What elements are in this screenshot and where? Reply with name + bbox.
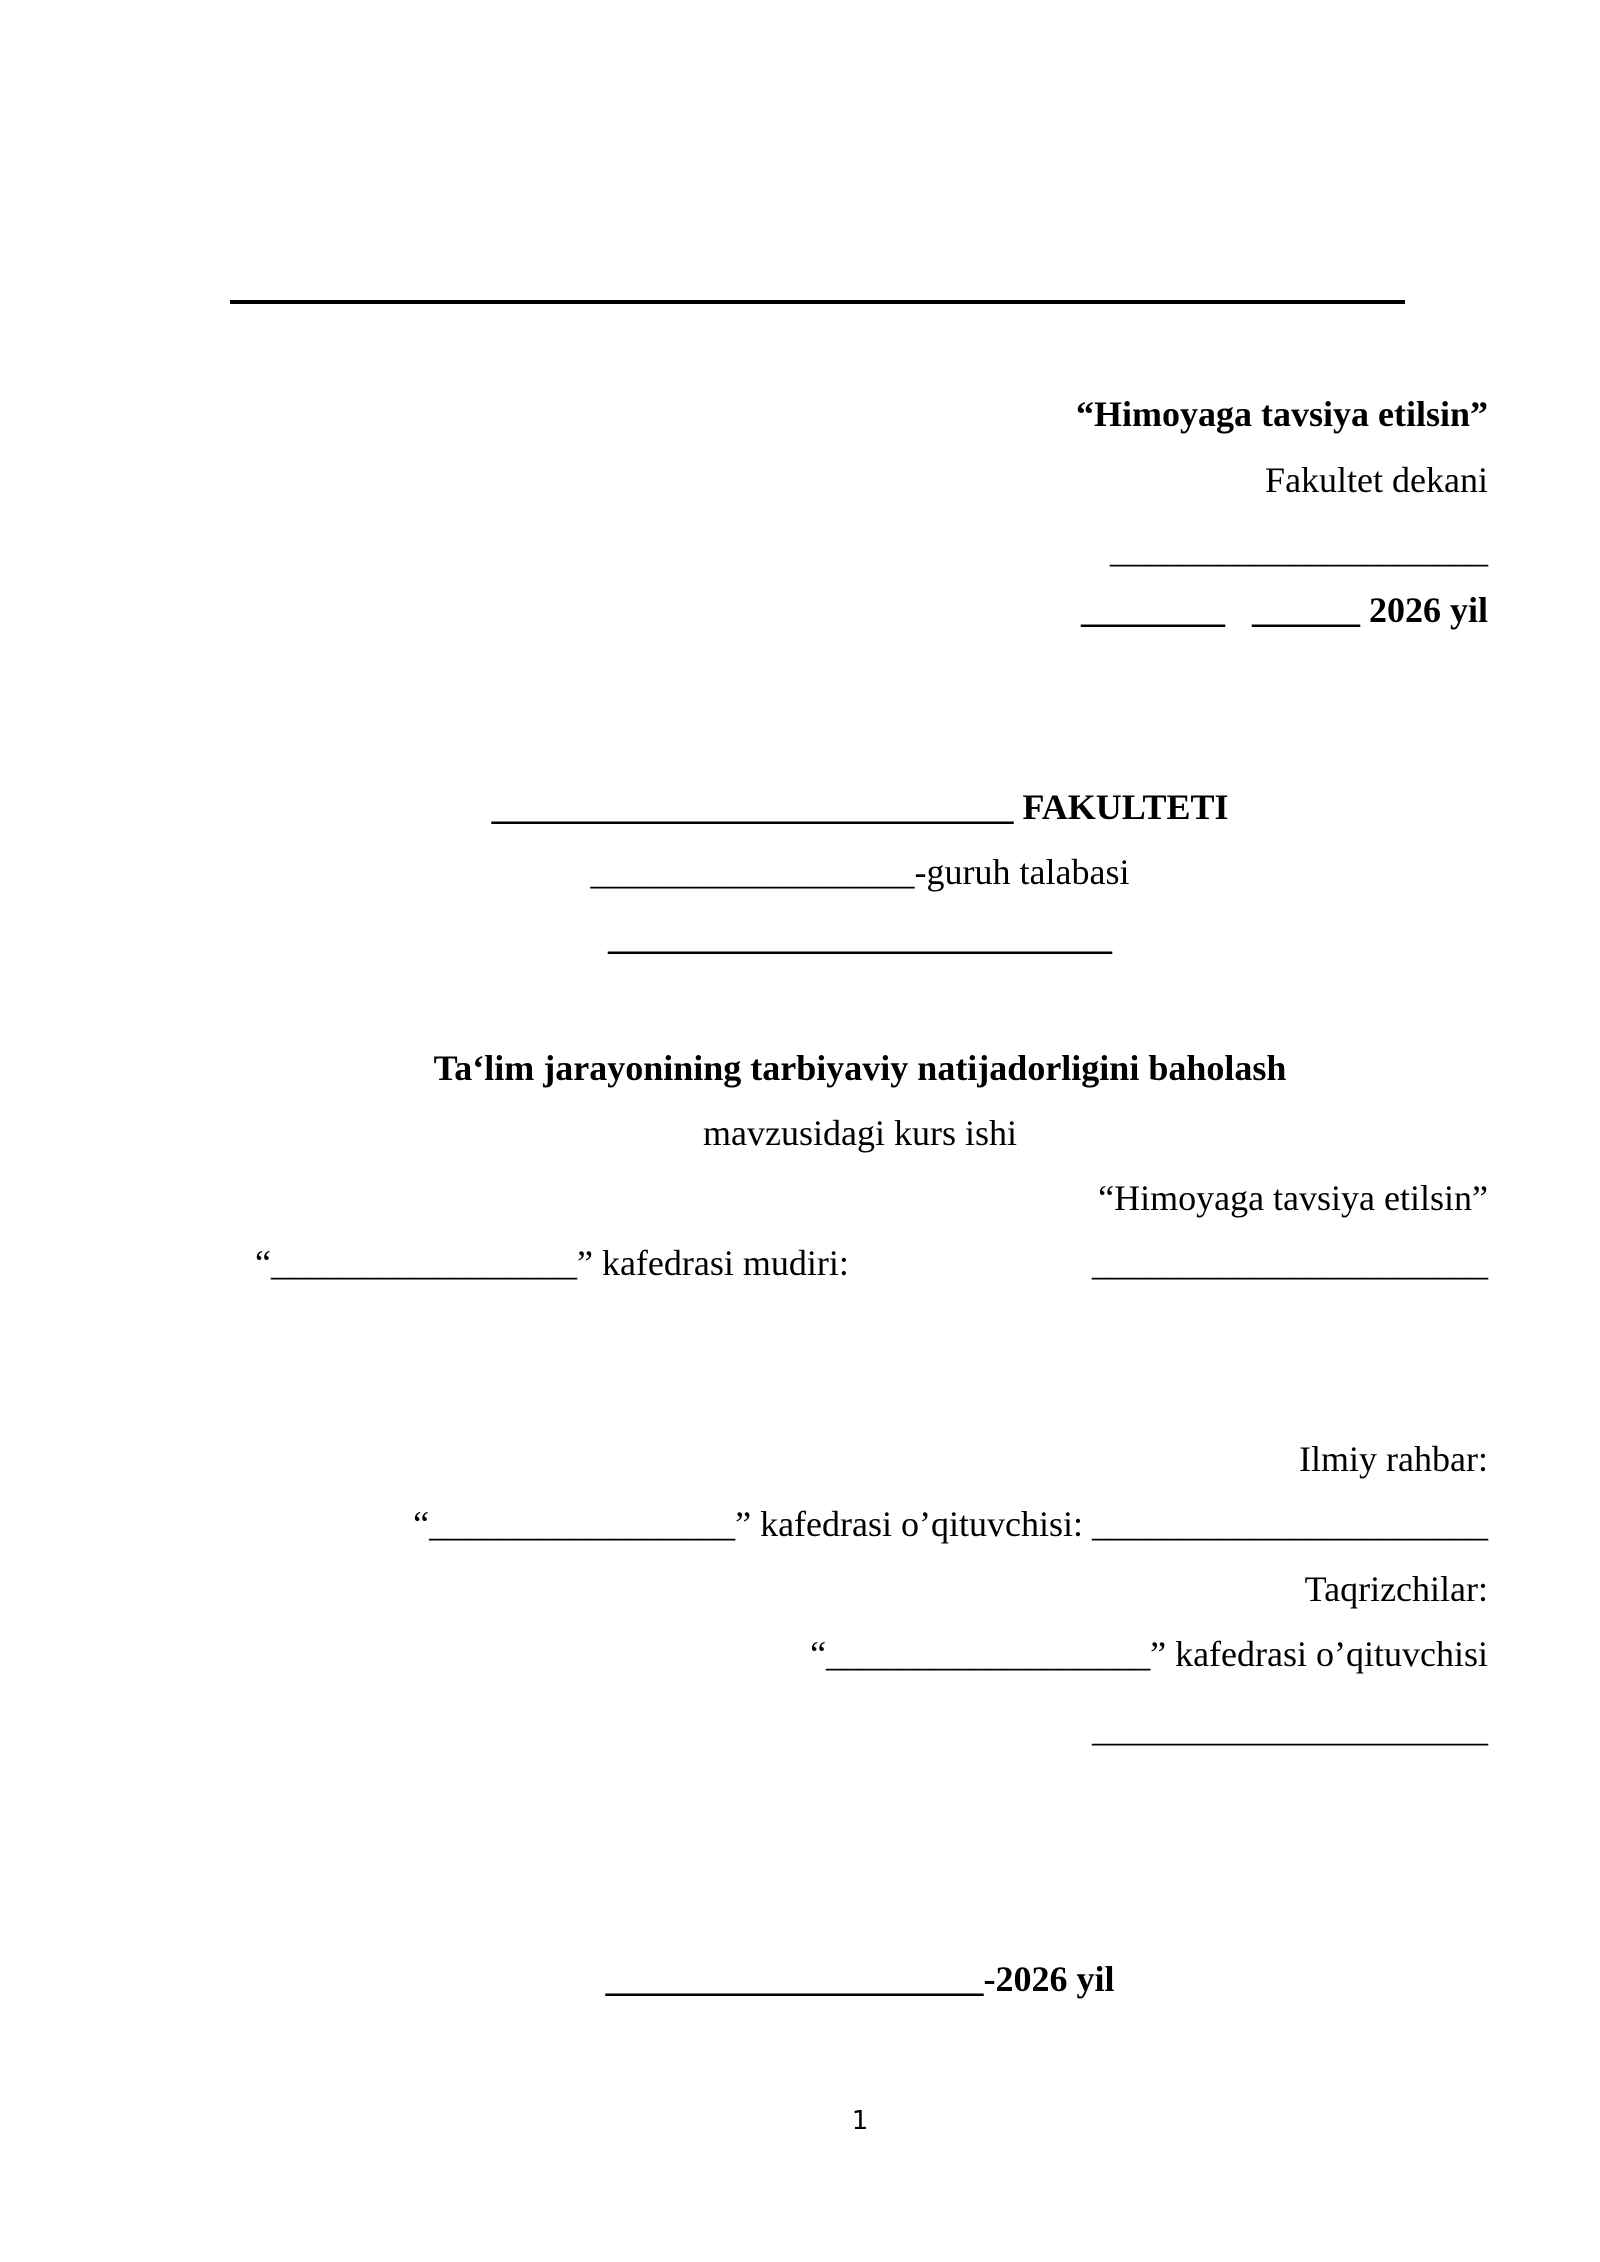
group-student-line: __________________-guruh talabasi	[590, 852, 1130, 892]
topic-title: Ta‘lim jarayonining tarbiyaviy natijadorligini baholash	[433, 1048, 1287, 1088]
department-head-signature: ______________________	[1092, 1243, 1488, 1283]
recommend-defense-heading: “Himoyaga tavsiya etilsin”	[1076, 394, 1488, 434]
approval-date-line: ________ ______ 2026 yil	[1080, 590, 1488, 630]
top-rule	[230, 300, 1405, 304]
faculty-line: _____________________________ FAKULTETI	[491, 787, 1229, 827]
page-number: 1	[851, 2106, 869, 2136]
department-head-label: “_________________” kafedrasi mudiri:	[255, 1243, 849, 1283]
reviewers-label: Taqrizchilar:	[1304, 1569, 1488, 1609]
supervisor-label: Ilmiy rahbar:	[1299, 1439, 1488, 1479]
department-recommend: “Himoyaga tavsiya etilsin”	[1098, 1178, 1488, 1218]
dean-signature-line: _____________________	[1110, 530, 1488, 570]
reviewer-signature-line: ______________________	[1092, 1709, 1488, 1749]
topic-subtitle: mavzusidagi kurs ishi	[703, 1113, 1017, 1153]
supervisor-line: “_________________” kafedrasi o’qituvchisi: ______________________	[413, 1504, 1488, 1544]
footer-year-line: _____________________-2026 yil	[605, 1959, 1115, 1999]
dean-title: Fakultet dekani	[1265, 460, 1488, 500]
student-name-line: ____________________________	[608, 917, 1112, 957]
reviewer-line: “__________________” kafedrasi o’qituvchisi	[810, 1634, 1488, 1674]
